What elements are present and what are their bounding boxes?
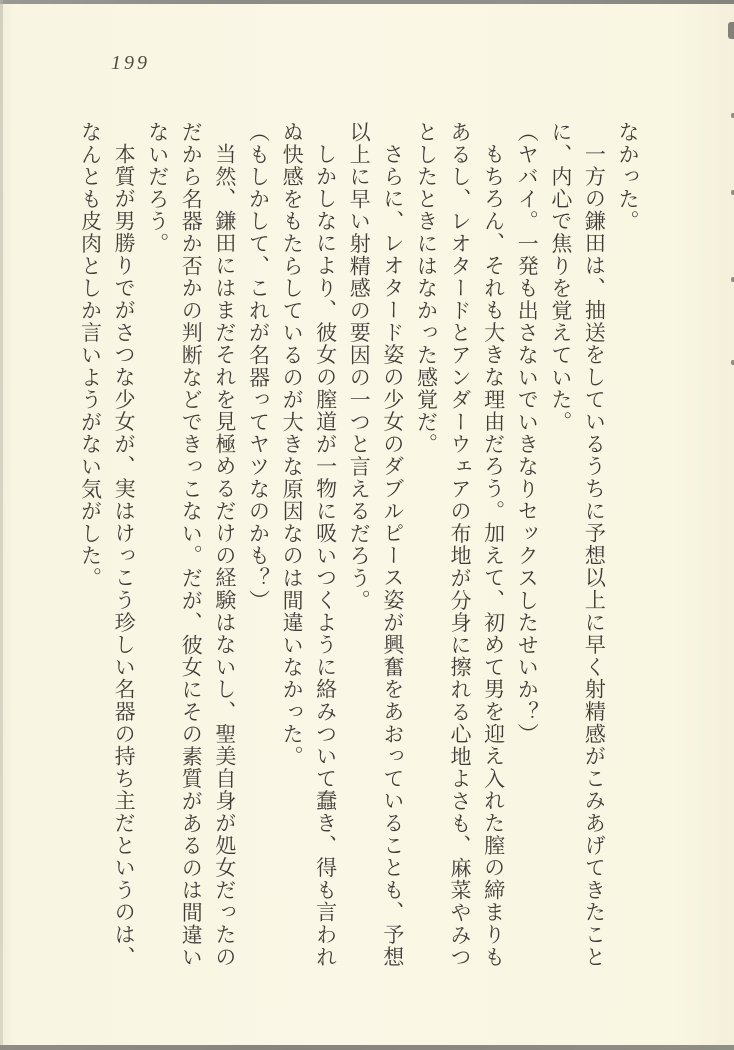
page-text: [72, 121, 644, 969]
paragraph-1: なかった。: [616, 121, 640, 233]
paragraph-9: 本質が男勝りでがさつな少女が、実はけっこう珍しい名器の持ち主だというのは、なんとも皮肉としか言いようがない気がした。: [78, 121, 137, 969]
paragraph-3: （ヤバイ。一発も出さないでいきなりセックスしたせいか？）: [515, 121, 540, 746]
paragraph-8: 当然、鎌田にはまだそれを見極めるだけの経験はないし、聖美自身が処女だったのだから名器か否かの判断などできっこない。だが、彼女にその素質があるのは間違いないだろう。: [145, 121, 237, 969]
paragraph-4: もちろん、それも大きな理由だろう。加えて、初めて男を迎え入れた膣の締まりもあるし、レオタードとアンダーウェアの布地が分身に擦れる心地よさも、麻菜やみつとしたときにはなかった感覚だ。: [414, 121, 506, 969]
paragraph-5: さらに、レオタード姿の少女のダブルピース姿が興奮をあおっていることも、予想以上に早い射精感の要因の一つと言えるだろう。: [347, 121, 405, 969]
scan-artifact-notch: [728, 22, 734, 39]
scan-edge-left: [0, 0, 3, 1050]
paragraph-2: 一方の鎌田は、抽送をしているうちに予想以上に早く射精感がこみあげてきたことに、内心で焦りを覚えていた。: [548, 121, 607, 969]
paragraph-7: （もしかして、これが名器ってヤツなのかも？）: [246, 121, 271, 612]
scan-edge-bottom: [0, 1045, 734, 1050]
paragraph-6: しかしなにより、彼女の膣道が一物に吸いつくように絡みついて蠢き、得も言われぬ快感をもたらしているのが大きな原因なのは間違いなかった。: [280, 121, 338, 969]
page-number: 199: [111, 52, 150, 74]
scan-edge-top: [0, 0, 734, 4]
